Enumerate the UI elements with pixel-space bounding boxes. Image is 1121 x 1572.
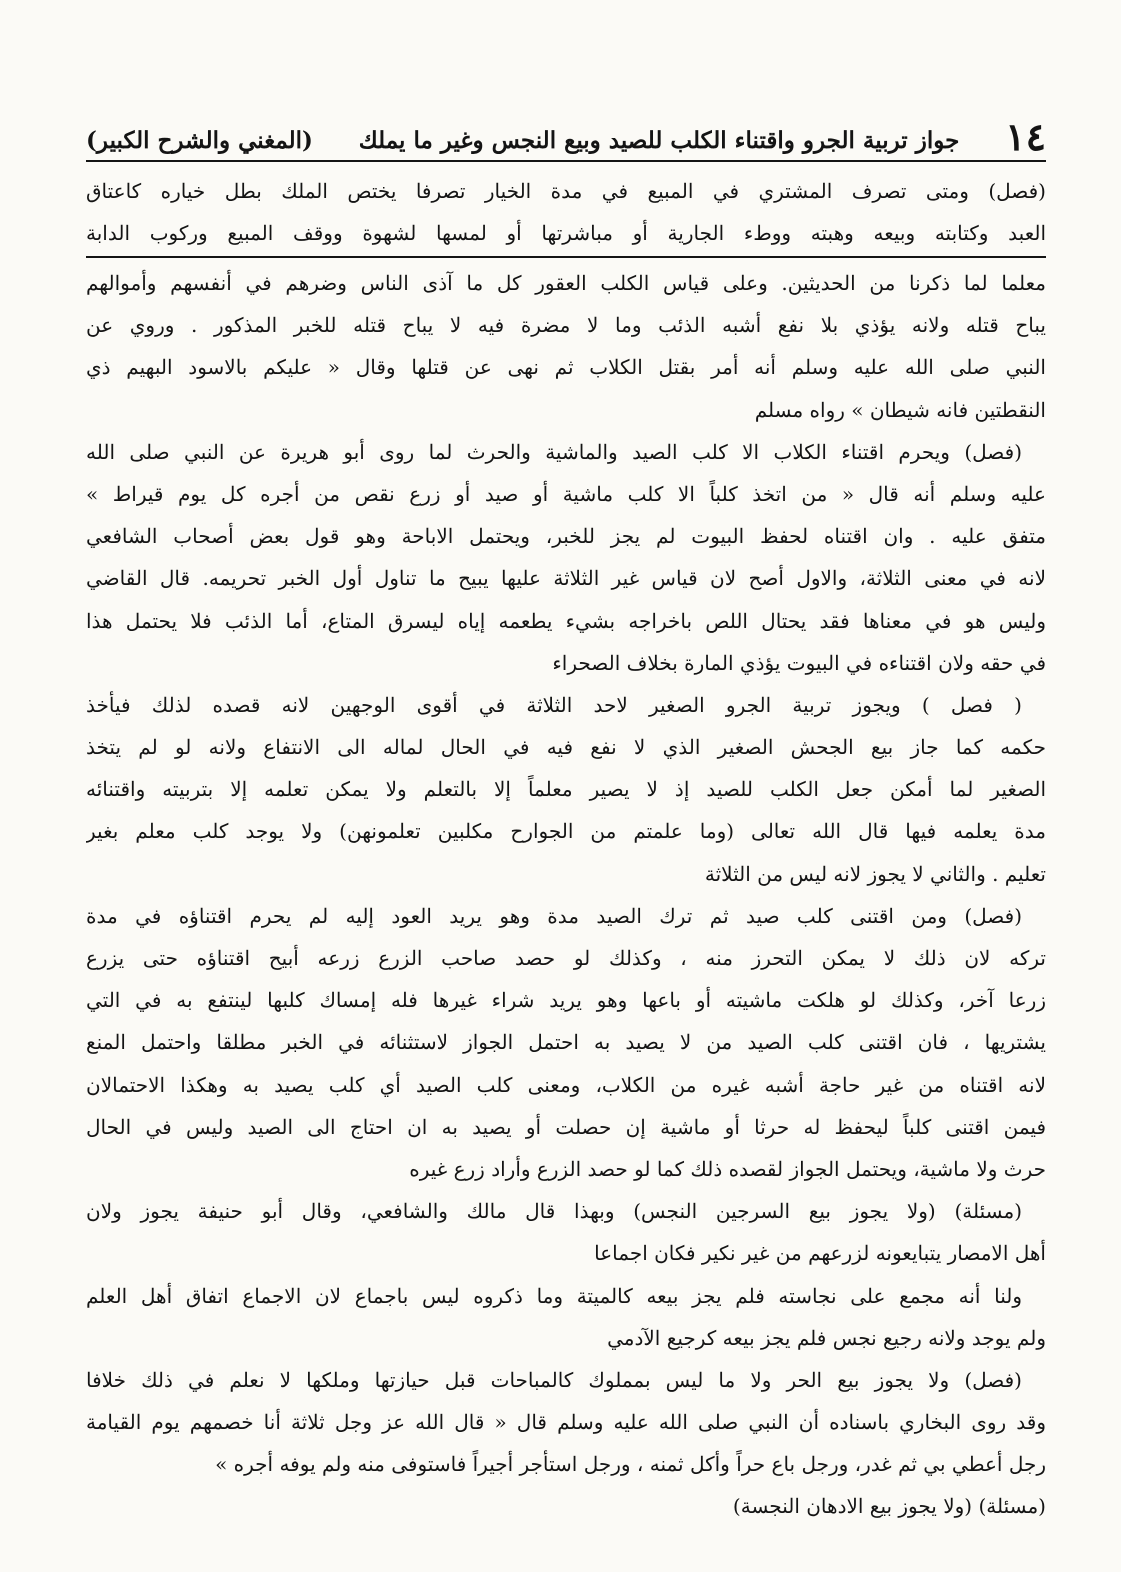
book-title: (المغني والشرح الكبير) [86, 127, 313, 154]
main-text-section [86, 262, 1046, 1528]
text-line: وقد روى البخاري باسناده أن النبي صلى الله عليه وسلم قال « قال الله عز وجل ثلاثة أنا خصمهم يوم القيامة [86, 1410, 1046, 1435]
text-line: (مسئلة) (ولا يجوز بيع الادهان النجسة) [732, 1494, 1046, 1519]
paragraph-start-line: (فصل) ولا يجوز بيع الحر ولا ما ليس بمملوك كالمباحات قبل حيازتها وملكها لا نعلم في ذلك خلافا [86, 1367, 1022, 1392]
text-line: عليه وسلم أنه قال « من اتخذ كلباً الا كلب ماشية أو صيد أو زرع نقص من أجره كل يوم قيراط » [86, 481, 1046, 506]
text-line: في حقه ولان اقتناءه في البيوت يؤذي المارة بخلاف الصحراء [552, 650, 1046, 675]
running-title: جواز تربية الجرو واقتناء الكلب للصيد وبيع النجس وغير ما يملك [358, 127, 960, 154]
text-line: تعليم . والثاني لا يجوز لانه ليس من الثلاثة [704, 861, 1046, 886]
page-number: ١٤ [1005, 114, 1046, 159]
upper-text-line: العبد وكتابته وبيعه وهبته ووطء الجارية أو مباشرتها أو لمسها لشهوة ووقف المبيع وركوب الدابة [86, 221, 1046, 245]
text-line: تركه لان ذلك لا يمكن التحرز منه ، وكذلك لو حصد صاحب الزرع زرعه أبيح اقتناؤه حتى يزرع [86, 946, 1046, 970]
text-line: النبي صلى الله عليه وسلم أنه أمر بقتل الكلاب ثم نهى عن قتلها وقال « عليكم بالاسود البهيم ذي [86, 355, 1046, 380]
upper-text-section [86, 170, 1046, 254]
text-line: حرث ولا ماشية، ويحتمل الجواز لقصده ذلك كما لو حصد الزرع وأراد زرع غيره [409, 1156, 1046, 1181]
text-line: فيمن اقتنى كلباً ليحفظ له حرثا أو ماشية إن حصلت أو يصيد به ان احتاج الى الصيد وليس في الحال [86, 1114, 1046, 1139]
text-line: لانه اقتناه من غير حاجة أشبه غيره من الكلاب، ومعنى كلب الصيد أي كلب يصيد به وهكذا الاحتمالان [86, 1072, 1046, 1097]
text-line: لانه في معنى الثلاثة، والاول أصح لان قياس غير الثلاثة عليها يبيح ما تناول أول الخبر تحريمه. قال القاضي [86, 566, 1046, 591]
text-line: يباح قتله ولانه يؤذي بلا نفع أشبه الذئب وما لا مضرة فيه لا يباح قتله للخبر المذكور . وروي عن [86, 313, 1046, 338]
text-line: مدة يعلمه فيها قال الله تعالى (وما علمتم من الجوارح مكلبين تعلمونهن) ولا يوجد كلب معلم بغير [86, 819, 1046, 844]
paragraph-start-line: (فصل) ومن اقتنى كلب صيد ثم ترك الصيد مدة وهو يريد العود إليه لم يحرم اقتناؤه في مدة [86, 903, 1022, 928]
text-line: وليس هو في معناها فقد يحتال اللص باخراجه بشيء يطعمه إياه ليسرق المتاع، أما الذئب فلا يحتمل هذا [86, 608, 1046, 633]
paragraph-start-line: ( فصل ) ويجوز تربية الجرو الصغير لاحد الثلاثة في أقوى الوجهين لانه قصده لذلك فيأخذ [86, 692, 1022, 717]
text-line: ولم يوجد ولانه رجيع نجس فلم يجز بيعه كرجيع الآدمي [607, 1325, 1046, 1350]
text-line: أهل الامصار يتبايعونه لزرعهم من غير نكير فكان اجماعا [594, 1241, 1046, 1266]
text-line: النقطتين فانه شيطان » رواه مسلم [754, 397, 1046, 422]
text-line: متفق عليه . وان اقتناه لحفظ البيوت لم يجز للخبر، ويحتمل الاباحة وهو قول بعض أصحاب الشافعي [86, 524, 1046, 549]
text-line: معلما لما ذكرنا من الحديثين. وعلى قياس الكلب العقور كل ما آذى الناس وضرهم في أنفسهم وأموالهم [86, 271, 1046, 295]
section-divider-rule [86, 256, 1046, 258]
header-rule [86, 160, 1046, 162]
paragraph-start-line: (مسئلة) (ولا يجوز بيع السرجين النجس) وبهذا قال مالك والشافعي، وقال أبو حنيفة يجوز ولان [86, 1199, 1022, 1224]
page-header [86, 112, 1046, 158]
paragraph-start-line: (فصل) ويحرم اقتناء الكلاب الا كلب الصيد والماشية والحرث لما روى أبو هريرة عن النبي صلى الله [86, 439, 1022, 464]
text-line: حكمه كما جاز بيع الجحش الصغير الذي لا نفع فيه في الحال لماله الى الانتفاع ولانه لو لم يتخذ [86, 735, 1046, 760]
upper-text-line: (فصل) ومتى تصرف المشتري في المبيع في مدة الخيار تصرفا يختص الملك بطل خياره كاعتاق [86, 179, 1046, 203]
text-line: الصغير لما أمكن جعل الكلب للصيد إذ لا يصير معلماً إلا بالتعلم ولا يمكن تعلمه إلا بتربيته واقتنائه [86, 777, 1046, 802]
text-line: يشتريها ، فان اقتنى كلب الصيد من لا يصيد به احتمل الجواز لاستثنائه في الخبر مطلقا واحتمل المنع [86, 1030, 1046, 1055]
paragraph-start-line: ولنا أنه مجمع على نجاسته فلم يجز بيعه كالميتة وما ذكروه ليس باجماع لان الاجماع اتفاق أهل العلم [86, 1283, 1022, 1308]
text-line: رجل أعطي بي ثم غدر، ورجل باع حراً وأكل ثمنه ، ورجل استأجر أجيراً فاستوفى منه ولم يوفه أجره » [215, 1452, 1046, 1477]
text-line: زرعا آخر، وكذلك لو هلكت ماشيته أو باعها وهو يريد شراء غيرها فله إمساك كلبها لينتفع به في التي [86, 988, 1046, 1013]
